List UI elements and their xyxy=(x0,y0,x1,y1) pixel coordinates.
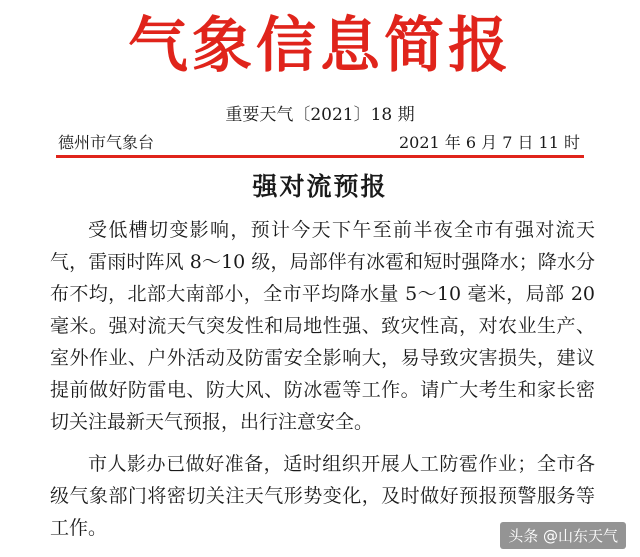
forecast-headline: 强对流预报 xyxy=(252,172,388,201)
issue-number: 重要天气〔2021〕18 期 xyxy=(225,105,415,125)
issuer-row xyxy=(58,130,580,152)
body-paragraph-1: 受低槽切变影响，预计今天下午至前半夜全市有强对流天气，雷雨时阵风 8～10 级，局部伴有冰雹和短时强降水；降水分布不均，北部大南部小，全市平均降水量 5～10 毫米，局部 20 毫米。强对流天气突发性和局地性强、致灾性高，对农业生产、室外作业、户外活动及防雷安全影响大，易导致灾害损失，建议提前做好防雷电、防大风、防冰雹等工作。请广大考生和家长密切关注最新天气预报，出行注意安全。 xyxy=(50,219,595,433)
source-watermark: 头条 @山东天气 xyxy=(500,522,626,549)
body-paragraph-2: 市人影办已做好准备，适时组织开展人工防雹作业；全市各级气象部门将密切关注天气形势变化，及时做好预报预警服务等工作。 xyxy=(50,453,595,539)
issue-time: 2021 年 6 月 7 日 11 时 xyxy=(398,133,580,152)
header-divider xyxy=(56,155,584,158)
issuer-name: 德州市气象台 xyxy=(58,133,155,152)
bulletin-masthead: 气象信息简报 xyxy=(128,11,512,81)
